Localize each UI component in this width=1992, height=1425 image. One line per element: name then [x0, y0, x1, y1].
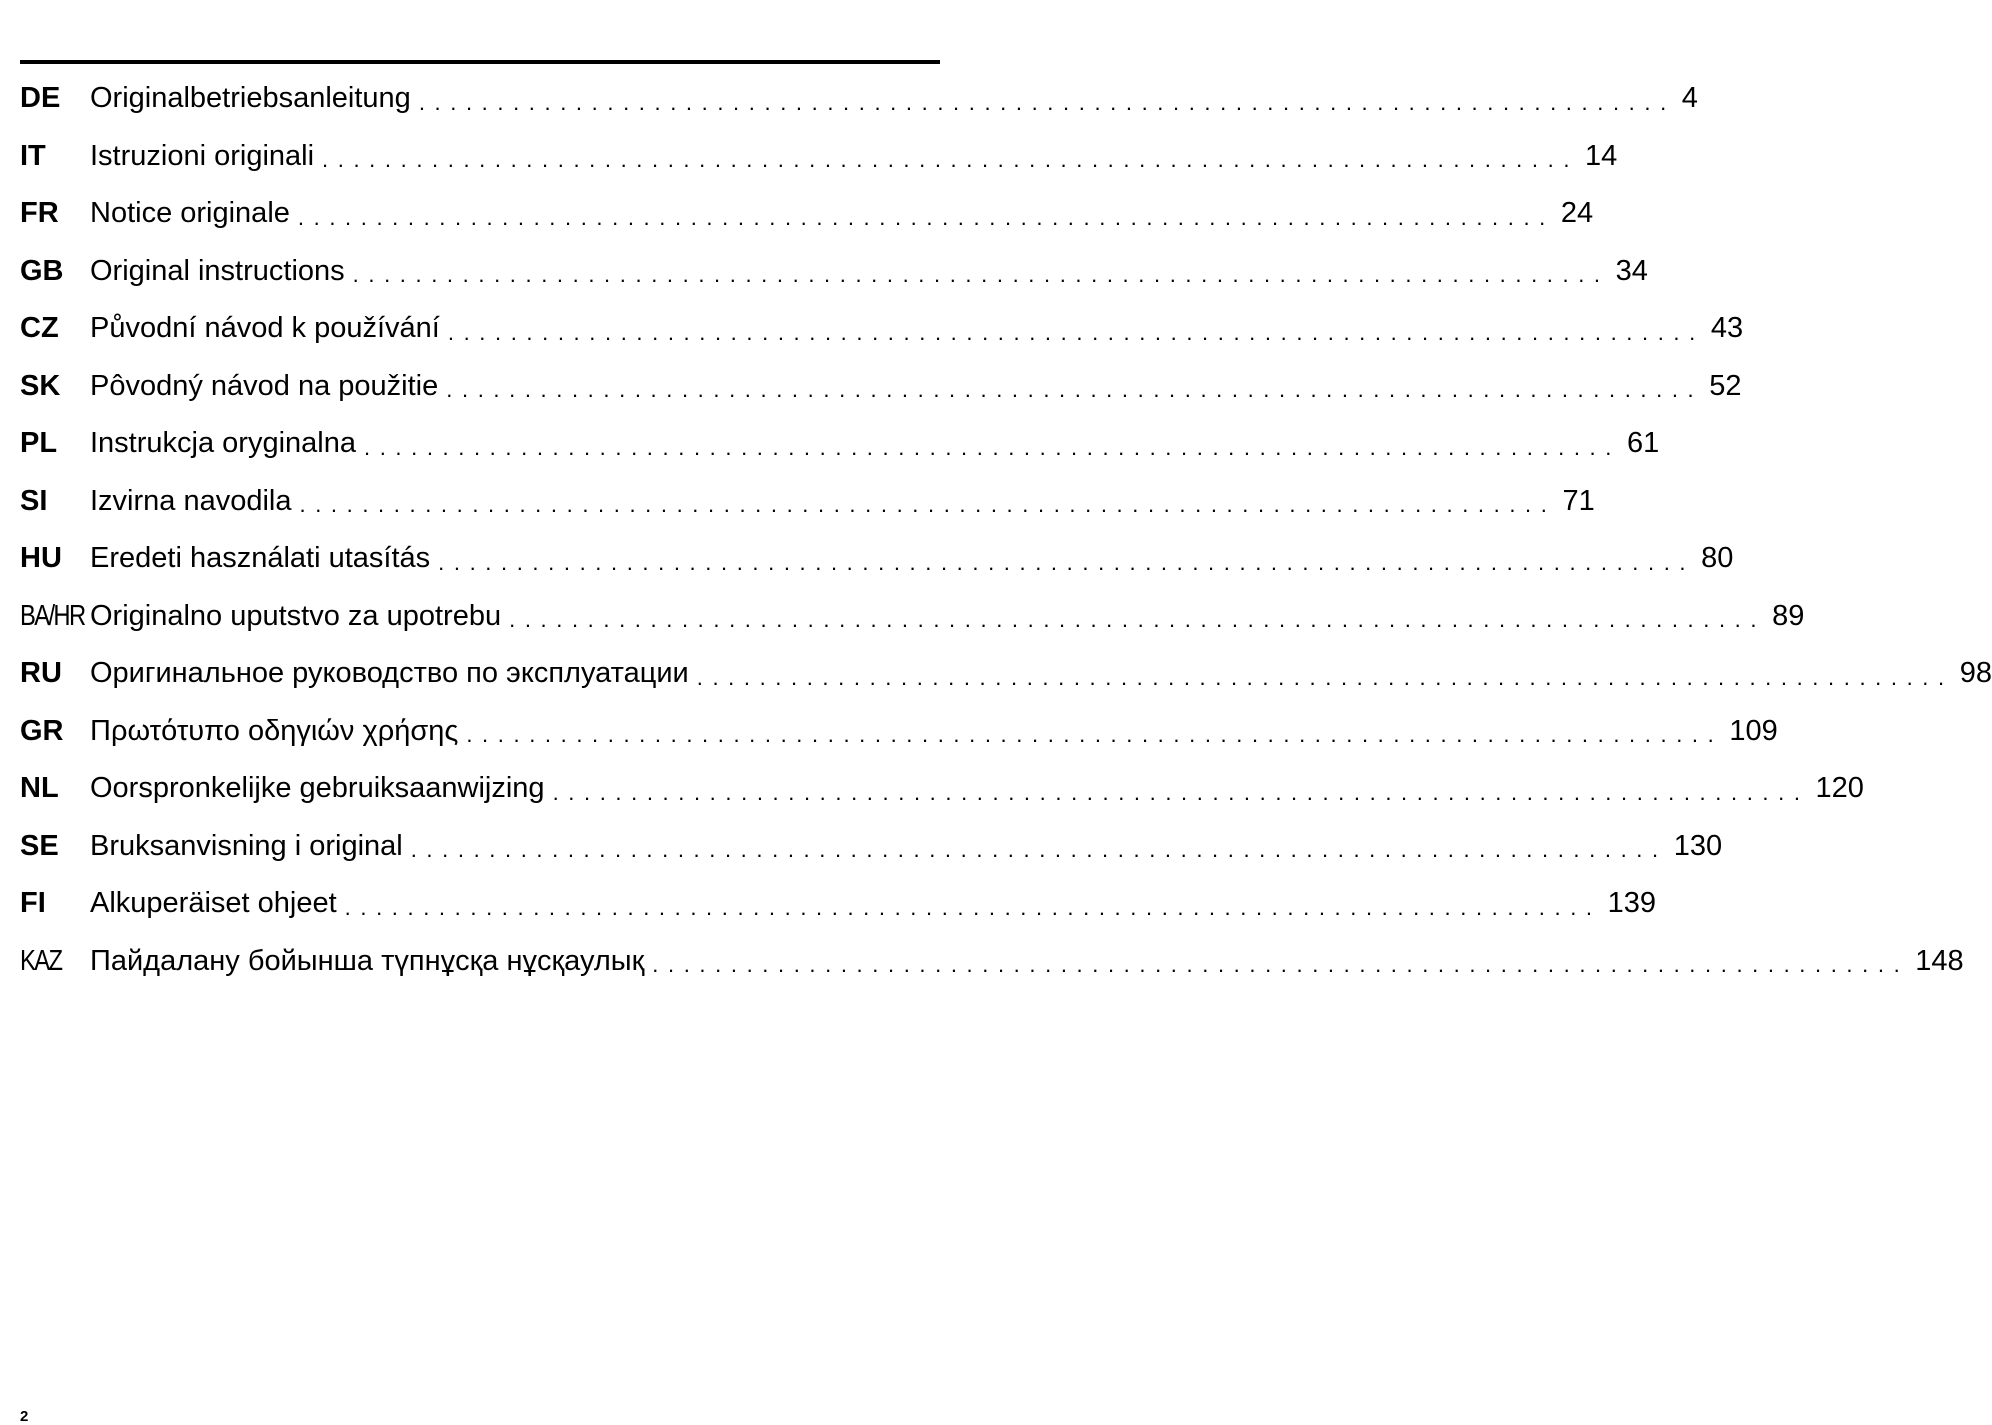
page-number: 89 — [1772, 599, 1805, 632]
dot-leader: ................................................................................ — [552, 779, 1810, 805]
language-code: CZ — [20, 312, 59, 345]
section-title: Izvirna navodila — [90, 484, 292, 517]
language-code: KAZ — [20, 944, 62, 977]
toc-entry-ba-hr — [20, 588, 1805, 646]
section-title: Alkuperäiset ohjeet — [90, 887, 337, 920]
toc-entry-si — [20, 473, 1595, 531]
language-code: NL — [20, 772, 59, 805]
section-title: Originalno uputstvo za upotrebu — [90, 599, 502, 632]
dot-leader: ................................................................................ — [344, 894, 1602, 920]
language-code: BA/HR — [20, 599, 85, 632]
page-number: 14 — [1585, 139, 1618, 172]
section-title: Pôvodný návod na použitie — [90, 369, 439, 402]
section-title: Oorspronkelijke gebruiksaanwijzing — [90, 772, 545, 805]
dot-leader: ................................................................................ — [447, 319, 1705, 345]
page-number: 71 — [1562, 484, 1595, 517]
section-title: Πρωτότυπο οδηγιών χρήσης — [90, 714, 459, 747]
dot-leader: ................................................................................ — [438, 549, 1696, 575]
toc-entry-it — [20, 128, 1618, 186]
section-title: Instrukcja oryginalna — [90, 427, 356, 460]
toc-entry-de — [20, 70, 1698, 128]
toc-entry-pl — [20, 415, 1660, 473]
dot-leader: ................................................................................ — [446, 377, 1704, 403]
language-code: HU — [20, 542, 62, 575]
toc-entry-fi — [20, 875, 1657, 933]
page-number: 148 — [1915, 944, 1964, 977]
dot-leader: ................................................................................ — [299, 492, 1557, 518]
page-number: 24 — [1560, 197, 1594, 230]
toc-entry-fr — [20, 185, 1594, 243]
language-code: FI — [20, 887, 46, 920]
page-number: 120 — [1815, 772, 1864, 805]
page-number: 52 — [1709, 369, 1742, 402]
page-number: 109 — [1729, 714, 1778, 747]
page-number: 61 — [1626, 427, 1660, 460]
toc-entry-gb — [20, 243, 1648, 301]
language-code: IT — [20, 139, 46, 172]
language-code: RU — [20, 657, 62, 690]
section-title: Original instructions — [90, 254, 345, 287]
page-number: 34 — [1615, 254, 1648, 287]
toc-entry-ru — [20, 645, 1992, 703]
dot-leader: ................................................................................ — [363, 434, 1621, 460]
page-number: 80 — [1701, 542, 1734, 575]
section-title: Оригинальное руководство по эксплуатации — [90, 657, 689, 690]
page-footer-number: 2 — [20, 1408, 29, 1425]
section-title: Originalbetriebsanleitung — [90, 82, 411, 115]
dot-leader: ................................................................................ — [352, 262, 1610, 288]
dot-leader: ................................................................................ — [322, 147, 1580, 173]
section-title: Notice originale — [90, 197, 290, 230]
language-code: PL — [20, 427, 58, 460]
toc-entry-kaz — [20, 933, 1964, 991]
dot-leader: ................................................................................ — [418, 89, 1676, 115]
toc-entry-sk — [20, 358, 1742, 416]
language-code: GB — [20, 254, 64, 287]
section-title: Пайдалану бойынша түпнұсқа нұсқаулық — [90, 944, 645, 977]
language-code: SK — [20, 369, 61, 402]
table-of-contents — [20, 70, 1992, 990]
language-code: GR — [20, 714, 64, 747]
language-code: SE — [20, 829, 59, 862]
section-title: Původní návod k používání — [90, 312, 440, 345]
section-title: Istruzioni originali — [90, 139, 315, 172]
page-number: 4 — [1681, 82, 1698, 115]
dot-leader: ................................................................................ — [297, 204, 1555, 230]
section-title: Eredeti használati utasítás — [90, 542, 431, 575]
toc-entry-nl — [20, 760, 1864, 818]
dot-leader: ................................................................................ — [696, 664, 1954, 690]
language-code: DE — [20, 82, 61, 115]
dot-leader: ................................................................................ — [466, 722, 1724, 748]
page-number: 43 — [1710, 312, 1744, 345]
dot-leader: ................................................................................ — [410, 837, 1668, 863]
toc-entry-cz — [20, 300, 1744, 358]
top-rule-divider — [20, 60, 940, 64]
page-number: 130 — [1673, 829, 1723, 862]
page-number: 98 — [1959, 657, 1992, 690]
dot-leader: ................................................................................ — [652, 952, 1910, 978]
language-code: SI — [20, 484, 48, 517]
toc-entry-hu — [20, 530, 1734, 588]
toc-entry-gr — [20, 703, 1778, 761]
toc-entry-se — [20, 818, 1723, 876]
language-code: FR — [20, 197, 59, 230]
section-title: Bruksanvisning i original — [90, 829, 403, 862]
dot-leader: ................................................................................ — [509, 607, 1767, 633]
page-number: 139 — [1607, 887, 1657, 920]
